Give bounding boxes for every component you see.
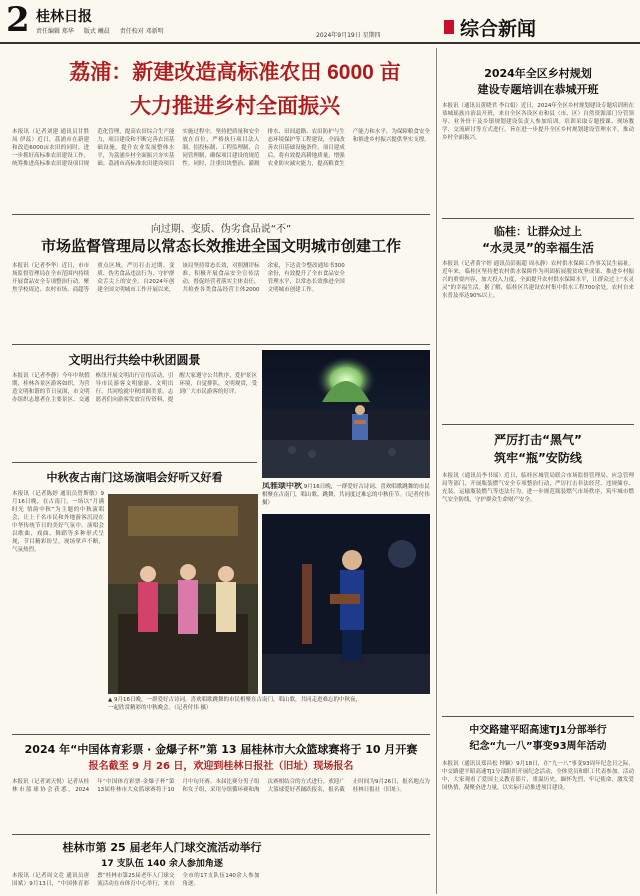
basketball-headline: 2024 年“中国体育彩票 · 金爆子杯”第 13 届桂林市大众篮球赛将于 10 月开赛	[24, 743, 418, 756]
masthead	[0, 0, 640, 44]
page-number: 2	[6, 0, 30, 40]
performer-photo-graphic	[262, 514, 430, 694]
date-line: 2024年9月19日 星期四	[316, 32, 381, 39]
photo-night-performance	[262, 350, 430, 478]
sidebar-divider-1	[442, 218, 634, 219]
sidebar-story4-headline-2: 纪念“九一八”事变93周年活动	[469, 741, 607, 752]
column-divider	[436, 48, 437, 894]
sidebar-divider-2	[442, 424, 634, 425]
mid-body: 本报讯（记者陈婷 通讯员曾斯敏）9月16日晚，在古南门，一场以“月满时光 情韵中秋”为主题的中秋演唱会，让上千名市民和外地游客沉浸在中华传统节日的美好气氛中。演唱会以歌曲、戏曲、舞蹈等多种形式呈现，节目精彩纷呈，现场掌声不断，气氛热烈。	[12, 491, 104, 553]
sidebar-story4-headline-1: 中交路建平昭高速TJ1分部举行	[469, 725, 607, 736]
sidebar-divider-3	[442, 716, 634, 717]
sidebar-story2-headline: “水灵灵”的幸福生活	[482, 241, 594, 255]
sidebar-story3-headline-1: 严厉打击“黑气”	[494, 433, 582, 447]
sidebar-story3-headline-2: 筑牢“瓶”安防线	[494, 451, 582, 465]
divider-4	[12, 734, 430, 735]
photo1-caption-text: 9月16日晚，一群爱好古诗词、喜欢唱歌跳舞的市民相聚在古南门，唱山歌、跳舞，共同度过难忘的中秋佳节。（记者付伟 摄）	[262, 484, 430, 506]
basketball-body: 本报讯（记者刘天悦）记者从桂林市篮球协会获悉，2024年“中国体育彩票·金爆子杯”第13届桂林市大众篮球赛将于10月中旬开赛。本届比赛分男子组和女子组，采用分组循环赛和淘汰赛相结合的方式进行。欢迎广大篮球爱好者踊跃报名，报名截止时间为9月26日，报名地点为桂林日报社（旧址）。	[12, 779, 430, 793]
editors-line	[36, 26, 172, 35]
paper-name: 桂林日报	[36, 9, 92, 25]
stage-photo-graphic	[108, 494, 258, 694]
editor-2: 版式 曦晨	[83, 28, 110, 35]
sidebar-story2-eyebrow: 临桂：让群众过上	[494, 225, 582, 238]
divider-2	[12, 344, 430, 345]
night-photo-graphic	[262, 350, 430, 478]
sidebar-story3-body: 本报讯（通讯员李书瑶）近日，临桂区城管局联合市场监督管理局、应急管理局等部门，开展瓶装燃气安全专项整治行动，严厉打击非法经营、违规储存、充装、运输瓶装燃气等违法行为，进一步规范瓶装燃气市场秩序，筑牢城市燃气安全防线，守护群众生命财产安全。	[442, 473, 634, 503]
photo1-caption-title: 凤雅颂中秋	[262, 482, 302, 490]
sidebar-story2-body: 本报讯（记者黄宇婷 通讯员彭振超 周永静）农村供水保障工作事关民生福祉。近年来，临桂区坚持把农村供水保障作为巩固拓展脱贫攻坚成果、推进乡村振兴的重要内容，加大投入力度，全面提升农村供水保障水平，让群众过上“水灵灵”的幸福生活。据了解，临桂区共建设农村集中供水工程700余处，农村自来水普及率达90%以上。	[442, 261, 634, 299]
gateball-subtitle: 17 支队伍 140 余人参加角逐	[101, 859, 223, 869]
basketball-subtitle: 报名截至 9 月 26 日，欢迎到桂林日报社（旧址）现场报名	[88, 761, 354, 772]
market-body: 本报讯（记者李华）近日，市市场监督管理局在全市范围内持续开展食品安全专项整治行动，聚焦学校周边、农村市场、商超等重点区域，严厉打击过期、变质、伪劣食品违法行为，守护群众舌尖上的安全。自2024年创建全国文明城市工作开展以来，该局坚持常态长效，对照测评标准，积极开展食品安全宣传活动，督促经营者落实主体责任，共检查各类食品经营主体2000余家，下达责令整改通知书300余份，有效提升了全市食品安全管理水平，以常态长效推进全国文明城市创建工作。	[12, 263, 345, 293]
divider-3	[12, 462, 257, 463]
lead-headline-2: 大力推进乡村全面振兴	[130, 95, 340, 118]
gateball-headline: 桂林市第 25 届老年人门球交流活动举行	[62, 841, 262, 854]
editor-1: 责任编辑 郑华	[36, 28, 74, 35]
lead-headline-1: 荔浦：新建改造高标准农田 6000 亩	[69, 61, 401, 84]
mid-headline: 中秋夜古南门这场演唱会好听又好看	[46, 471, 223, 484]
photo2-caption: ▲ 9月16日晚，一群爱好古诗词，喜欢唱歌跳舞的市民相聚在古南门，唱山歌，共同走进难忘的中秋夜，一起欣赏精彩的中秋晚会。（记者付伟 摄）	[108, 697, 361, 711]
sidebar-story4-body: 本报讯（通讯员郑昌松 钟颖）9月18日，在“九一八”事变93周年纪念日之际，中交路建平昭高速TJ1分部组织开展纪念活动，全体党员和职工代表参加。活动中，大家观看了爱国主义教育影片，重温历史，缅怀先烈，牢记使命，激发爱国热情，凝聚奋进力量，以实际行动推进项目建设。	[442, 761, 634, 791]
market-headline: 市场监督管理局以常态长效推进全国文明城市创建工作	[40, 237, 401, 255]
editor-3: 责任校对 邓新明	[119, 28, 164, 35]
gateball-body: 本报讯（记者周文竞 通讯员唐国斌）9月13日，“中国体育彩票”桂林市第25届老年人门球交流活动在市体育中心举行，来自全市的17支队伍140余人参加角逐。	[12, 873, 260, 887]
section-title: 综合新闻	[460, 18, 537, 40]
market-eyebrow: 向过期、变质、伪劣食品说“不”	[150, 224, 292, 235]
divider-1	[12, 214, 430, 215]
culture-headline: 文明出行共绘中秋团圆景	[68, 353, 201, 367]
divider-5	[12, 834, 430, 835]
sidebar-story1-headline-2: 建设专题培训在恭城开班	[477, 83, 599, 96]
photo1-caption	[262, 482, 430, 512]
sidebar-story1-body: 本报讯（通讯员黄晓君 李白娟）近日，2024年全区乡村规划建设专题培训班在恭城瑶族自治县开班，来自全区各设区市和县（市、区）自然资源部门分管领导、业务骨干及乡镇规划建设负责人参加培训。培训采取专题授课、现场教学、交流研讨等方式进行，旨在进一步提升全区乡村规划建设管理水平，推动乡村全面振兴。	[442, 103, 634, 141]
sidebar-story1-headline-1: 2024年全区乡村规划	[484, 67, 592, 80]
section-bar	[444, 20, 454, 34]
photo-performer	[262, 514, 430, 694]
photo-stage	[108, 494, 258, 694]
culture-body: 本报讯（记者李静）今年中秋假期，桂林各景区游客如织，为营造文明和谐的节日氛围，市文明办组织志愿者在主要景区、交通枢纽开展文明出行宣传活动，引导市民游客文明旅游、文明出行，共同绘就中秋团圆美景。志愿者们向游客发放宣传资料，提醒大家遵守公共秩序，爱护景区环境，自觉排队，文明观赏，受到广大市民游客的好评。	[12, 373, 257, 403]
lead-body: 本报讯（记者刘建 通讯员甘胜凤 伊蕊）近日，荔浦市在新建和改造6000亩农田的同时，进一步抓好高标准农田建设工作，统筹推进高标准农田建设项目规范化管理，提高农田综合生产能力，项目建设和不断完善农田基础设施，提升农业发展整体水平，为荔浦乡村全面振兴夯实基础。荔浦市高标准农田建设项目实施过程中，坚持把质量和安全放在首位，严格执行项目法人制、招投标制、工程监理制、合同管理制，确保项目建设的规范性。同时，注重田块整治、灌溉排水、田间道路、农田防护与生态环境保护等工程建设，全面改善农田基础设施条件。项目建成后，将有效提高耕地质量，增强农业防灾减灾能力，提高粮食生产能力和水平，为保障粮食安全和推进乡村振兴提供坚实支撑。	[12, 129, 430, 167]
section-label	[444, 10, 634, 40]
